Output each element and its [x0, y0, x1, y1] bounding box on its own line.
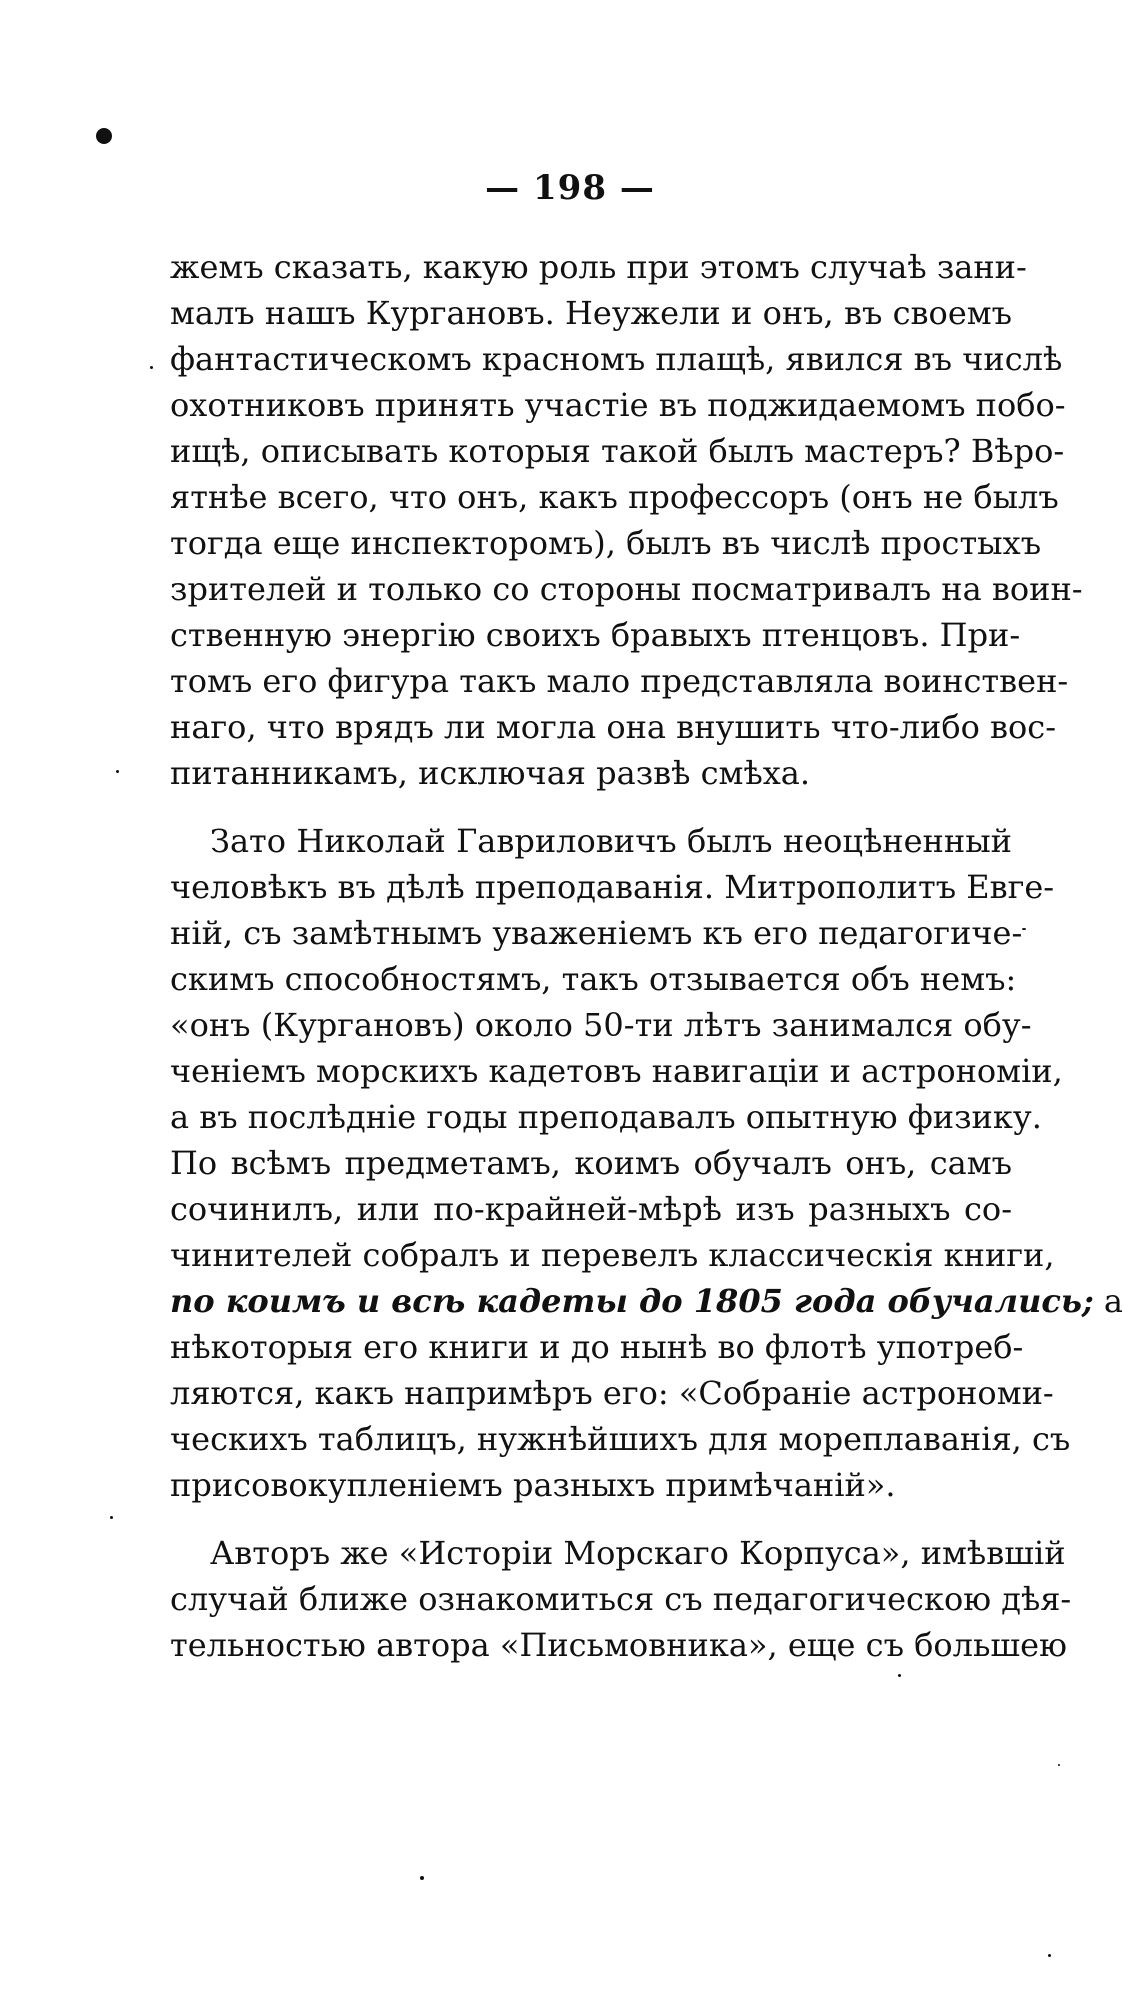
text-line: наго, что врядъ ли могла она внушить что-либо вос-	[170, 708, 1057, 746]
text-line: ческихъ таблицъ, нужнѣйшихъ для мореплаванія, съ	[170, 1420, 1071, 1458]
text-line: ляются, какъ напримѣръ его: «Собраніе астрономи-	[170, 1374, 1054, 1412]
text-line: Зато Николай Гавриловичъ былъ неоцѣненный	[210, 822, 1012, 860]
text-line: ній, съ замѣтнымъ уваженіемъ къ его педагогиче-	[170, 914, 1023, 952]
scan-speck	[898, 1674, 901, 1677]
text-line: жемъ сказать, какую роль при этомъ случаѣ зани-	[170, 248, 1027, 286]
scan-speck	[150, 366, 153, 369]
text-line: случай ближе ознакомиться съ педагогическою дѣя-	[170, 1580, 1072, 1618]
page-number: — 198 —	[485, 168, 655, 208]
text-line: Авторъ же «Исторіи Морскаго Корпуса», имѣвшій	[210, 1534, 1066, 1572]
text-line: нѣкоторыя его книги и до нынѣ во флотѣ употреб-	[170, 1328, 1024, 1366]
text-line: тельностью автора «Письмовника», еще съ большею	[170, 1626, 1067, 1664]
text-line: фантастическомъ красномъ плащѣ, явился въ числѣ	[170, 340, 1063, 378]
text-line: ченіемъ морскихъ кадетовъ навигаціи и астрономіи,	[170, 1052, 1063, 1090]
text-line: малъ нашъ Кургановъ. Неужели и онъ, въ своемъ	[170, 294, 1012, 332]
text-line: ищѣ, описывать которыя такой былъ мастеръ? Вѣро-	[170, 432, 1065, 470]
text-line: зрителей и только со стороны посматривалъ на воин-	[170, 570, 1083, 608]
scan-speck	[1048, 1954, 1051, 1957]
text-line: присовокупленіемъ разныхъ примѣчаній».	[170, 1466, 896, 1504]
paragraph-1	[170, 244, 1083, 796]
text-line-with-italic	[170, 1278, 1123, 1324]
line-tail: а	[1093, 1282, 1123, 1320]
italic-quote: по коимъ и всѣ кадеты до 1805 года обучались;	[170, 1282, 1094, 1320]
scan-speck	[420, 1876, 424, 1880]
text-line: тогда еще инспекторомъ), былъ въ числѣ простыхъ	[170, 524, 1042, 562]
body-text	[170, 244, 1123, 1668]
text-line: сочинилъ, или по-крайней-мѣрѣ изъ разныхъ со-	[170, 1190, 1012, 1228]
scan-speck	[96, 128, 112, 144]
text-line: охотниковъ принять участіе въ поджидаемомъ побо-	[170, 386, 1066, 424]
text-line: человѣкъ въ дѣлѣ преподаванія. Митрополитъ Евге-	[170, 868, 1055, 906]
text-line: ятнѣе всего, что онъ, какъ профессоръ (онъ не былъ	[170, 478, 1059, 516]
paragraph-gap	[170, 796, 1012, 818]
text-line: «онъ (Кургановъ) около 50-ти лѣтъ занимался обу-	[170, 1006, 1032, 1044]
text-line: ственную энергію своихъ бравыхъ птенцовъ. При-	[170, 616, 1021, 654]
text-line: питанникамъ, исключая развѣ смѣха.	[170, 754, 811, 792]
scan-speck	[110, 1516, 113, 1519]
scan-speck	[1058, 1764, 1060, 1766]
text-line: По всѣмъ предметамъ, коимъ обучалъ онъ, самъ	[170, 1144, 1012, 1182]
text-line: чинителей собралъ и перевелъ классическія книги,	[170, 1236, 1055, 1274]
text-line: а въ послѣдніе годы преподавалъ опытную физику.	[170, 1098, 1042, 1136]
paragraph-gap	[170, 1508, 1012, 1530]
paragraph-3	[170, 1530, 1072, 1668]
paragraph-2	[170, 818, 1123, 1508]
text-line: скимъ способностямъ, такъ отзывается объ немъ:	[170, 960, 1017, 998]
scan-speck	[1022, 928, 1026, 930]
scan-speck	[116, 770, 119, 773]
text-line: томъ его фигура такъ мало представляла воинствен-	[170, 662, 1069, 700]
